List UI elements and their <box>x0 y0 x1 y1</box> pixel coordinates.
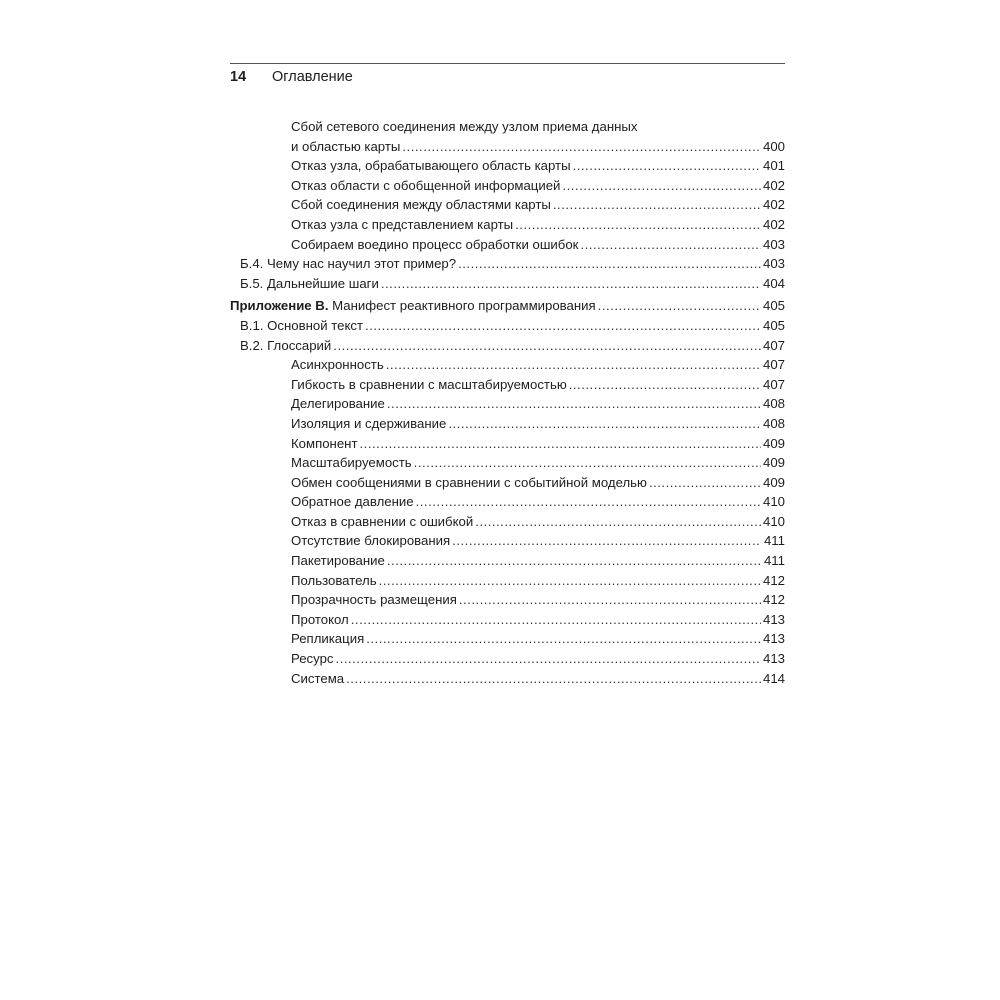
dot-leader <box>402 137 761 157</box>
toc-entry-title <box>291 235 578 255</box>
toc-entry-title <box>291 414 446 434</box>
dot-leader <box>381 274 761 294</box>
toc-page-number: 407 <box>762 376 785 392</box>
toc-entry-text: Делегирование <box>291 396 385 412</box>
toc-entry <box>230 453 785 473</box>
toc-page-number: 403 <box>762 256 785 272</box>
toc-page-number: 413 <box>762 611 785 627</box>
toc-entry <box>230 629 785 649</box>
toc-entry <box>230 274 785 294</box>
dot-leader <box>414 453 761 473</box>
toc-entry-title <box>291 434 358 454</box>
toc-entry <box>230 296 785 316</box>
toc-entry <box>230 571 785 591</box>
dot-leader <box>351 610 761 630</box>
toc-page-number: 408 <box>762 396 785 412</box>
toc-entry <box>230 414 785 434</box>
toc-page-number: 410 <box>762 494 785 510</box>
toc-entry-text: Прозрачность размещения <box>291 592 457 608</box>
running-title: Оглавление <box>272 69 353 85</box>
toc-page-number: 405 <box>762 298 785 314</box>
dot-leader <box>360 434 761 454</box>
toc-page-number: 408 <box>762 415 785 431</box>
toc-page-number: 409 <box>762 435 785 451</box>
toc-entry-title <box>291 629 364 649</box>
dot-leader <box>553 195 761 215</box>
toc-entry-text: Пакетирование <box>291 553 385 569</box>
toc-page-number: 402 <box>762 177 785 193</box>
toc-entry <box>230 610 785 630</box>
toc-entry-title <box>291 215 513 235</box>
toc-entry-text: Асинхронность <box>291 357 384 373</box>
toc-entry-text: Манифест реактивного программирования <box>328 298 596 314</box>
toc-entry-text: Обмен сообщениями в сравнении с событийной моделью <box>291 474 647 490</box>
dot-leader <box>569 375 761 395</box>
toc-entry-title <box>291 473 647 493</box>
toc-entry-text: В.1. Основной текст <box>240 317 364 333</box>
dot-leader <box>598 296 761 316</box>
toc-entry-text: Сбой сетевого соединения между узлом приема данных <box>291 119 638 134</box>
toc-entry <box>230 176 785 196</box>
dot-leader <box>346 669 761 689</box>
dot-leader <box>387 394 761 414</box>
toc-entry-text: Изоляция и сдерживание <box>291 415 447 431</box>
toc-entry-text: Б.4. Чему нас научил этот пример? <box>240 256 457 272</box>
toc-entry <box>230 156 785 176</box>
toc-entry-text: В.2. Глоссарий <box>240 337 332 353</box>
dot-leader <box>562 176 761 196</box>
toc-page-number: 409 <box>762 474 785 490</box>
toc-entry-title <box>291 669 344 689</box>
toc-entry-title <box>291 375 567 395</box>
dot-leader <box>649 473 761 493</box>
dot-leader <box>475 512 761 532</box>
toc-entry-title <box>291 156 571 176</box>
toc-entry-text: Система <box>291 670 345 686</box>
toc-page-number: 412 <box>762 572 785 588</box>
dot-leader <box>448 414 761 434</box>
toc-entry-text: Собираем воедино процесс обработки ошибок <box>291 236 579 252</box>
dot-leader <box>379 571 761 591</box>
toc-entry-title <box>291 571 377 591</box>
dot-leader <box>459 590 761 610</box>
toc-page-number: 405 <box>762 317 785 333</box>
toc-entry-title <box>291 176 560 196</box>
toc-entry-text: Сбой соединения между областями карты <box>291 197 551 213</box>
toc-entry <box>230 473 785 493</box>
toc-entry <box>230 492 785 512</box>
toc-entry <box>230 254 785 274</box>
dot-leader <box>386 355 761 375</box>
toc-entry-title <box>291 453 412 473</box>
toc-page-number: 404 <box>762 275 785 291</box>
dot-leader <box>366 629 761 649</box>
toc-entry <box>230 117 785 137</box>
dot-leader <box>336 649 761 669</box>
toc-page-number: 414 <box>762 670 785 686</box>
dot-leader <box>365 316 761 336</box>
toc-entry-title <box>291 649 334 669</box>
toc-page-number: 400 <box>762 138 785 154</box>
toc-entry <box>230 394 785 414</box>
toc-appendix-label: Приложение В. <box>230 298 329 314</box>
table-of-contents <box>230 117 785 688</box>
toc-entry-title <box>291 394 385 414</box>
toc-page-number: 402 <box>762 197 785 213</box>
dot-leader <box>580 235 761 255</box>
toc-entry <box>230 434 785 454</box>
toc-entry-text: Отсутствие блокирования <box>291 533 451 549</box>
toc-page-number: 407 <box>762 357 785 373</box>
toc-entry <box>230 316 785 336</box>
toc-entry-text: Б.5. Дальнейшие шаги <box>240 275 379 291</box>
toc-entry <box>230 551 785 571</box>
toc-entry-text: Отказ узла с представлением карты <box>291 216 514 232</box>
toc-entry <box>230 512 785 532</box>
toc-entry <box>230 336 785 356</box>
toc-entry <box>230 355 785 375</box>
toc-entry-text: Отказ узла, обрабатывающего область карты <box>291 158 571 174</box>
dot-leader <box>387 551 761 571</box>
toc-entry-text: Гибкость в сравнении с масштабируемостью <box>291 376 567 392</box>
dot-leader <box>458 254 761 274</box>
dot-leader <box>333 336 761 356</box>
toc-page-number: 412 <box>762 592 785 608</box>
toc-entry-text: Репликация <box>291 631 365 647</box>
toc-entry-title <box>240 336 331 356</box>
toc-entry-text: Ресурс <box>291 651 334 667</box>
toc-entry-text: Обратное давление <box>291 494 414 510</box>
toc-entry-title <box>291 137 400 157</box>
toc-entry-text: и областью карты <box>291 138 401 154</box>
dot-leader <box>515 215 761 235</box>
toc-page-number: 411 <box>763 553 785 569</box>
toc-entry-text: Протокол <box>291 611 349 627</box>
toc-entry-text: Отказ в сравнении с ошибкой <box>291 513 474 529</box>
toc-page-number: 413 <box>762 631 785 647</box>
toc-page-number: 403 <box>762 236 785 252</box>
toc-entry-title <box>291 195 551 215</box>
toc-entry <box>230 195 785 215</box>
toc-entry-title <box>291 531 450 551</box>
toc-entry-title <box>240 254 456 274</box>
dot-leader <box>416 492 761 512</box>
toc-entry-title <box>291 610 349 630</box>
toc-entry <box>230 215 785 235</box>
toc-page-number: 410 <box>762 513 785 529</box>
toc-page-number: 411 <box>763 533 785 549</box>
toc-entry <box>230 137 785 157</box>
toc-entry-title <box>291 590 457 610</box>
toc-page-number: 407 <box>762 337 785 353</box>
toc-entry-title <box>291 355 384 375</box>
toc-entry-title <box>240 316 363 336</box>
toc-entry-title <box>230 296 596 316</box>
toc-entry-title <box>291 117 637 137</box>
page-number: 14 <box>230 69 247 85</box>
toc-page-number: 413 <box>762 651 785 667</box>
running-header <box>230 63 785 92</box>
toc-entry <box>230 375 785 395</box>
toc-page-number: 409 <box>762 455 785 471</box>
toc-entry-title <box>291 512 473 532</box>
dot-leader <box>452 531 761 551</box>
toc-entry <box>230 669 785 689</box>
dot-leader <box>573 156 761 176</box>
toc-entry-title <box>291 492 414 512</box>
toc-entry-title <box>291 551 385 571</box>
toc-entry <box>230 531 785 551</box>
toc-entry-title <box>240 274 379 294</box>
toc-entry <box>230 649 785 669</box>
toc-entry-text: Пользователь <box>291 572 377 588</box>
toc-entry <box>230 235 785 255</box>
toc-entry-text: Компонент <box>291 435 358 451</box>
toc-entry <box>230 590 785 610</box>
toc-entry-text: Отказ области с обобщенной информацией <box>291 177 561 193</box>
toc-entry-text: Масштабируемость <box>291 455 412 471</box>
toc-page-number: 401 <box>762 158 785 174</box>
toc-page-number: 402 <box>762 216 785 232</box>
